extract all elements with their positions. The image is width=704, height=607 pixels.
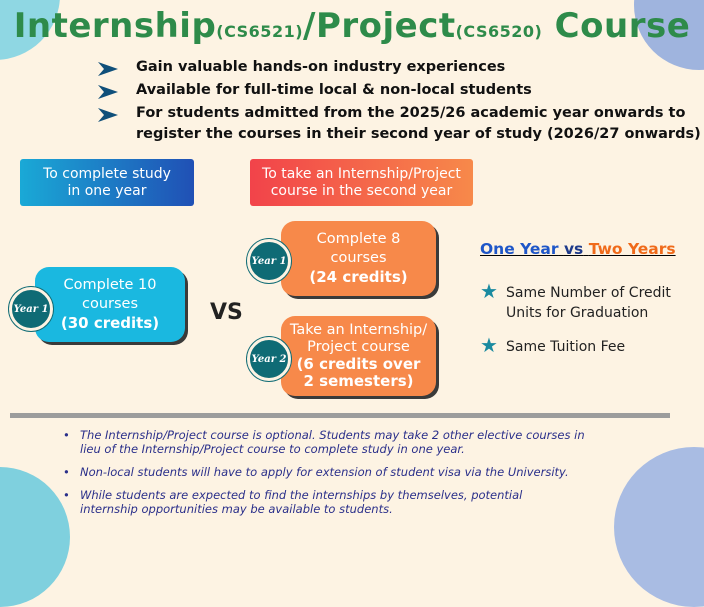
two-year-year1-box: Complete 8 courses (24 credits) [281, 221, 436, 296]
comparison-title: One Year vs Two Years [480, 240, 676, 258]
one-year-course-box: Complete 10 courses (30 credits) [35, 267, 185, 342]
note-item: • While students are expected to find the internships by themselves, potential internship opportunities may be available to students. [63, 488, 523, 516]
chevron-right-icon [96, 60, 120, 78]
star-icon: ★ [480, 279, 498, 303]
bottom-left-corner-decoration [0, 467, 70, 607]
bullet-text: register the courses in their second year of study (2026/27 onwards) [136, 126, 701, 142]
chevron-right-icon [96, 83, 120, 101]
two-year-year2-box: Take an Internship/ Project course (6 credits over 2 semesters) [281, 316, 436, 396]
vs-label: VS [210, 300, 243, 325]
page-title: Internship(CS6521)/Project(CS6520) Course [13, 6, 691, 46]
one-year-header: To complete study in one year [20, 159, 194, 206]
bullet-text: Gain valuable hands-on industry experiences [136, 59, 506, 75]
year-1-badge: Year 1 [9, 287, 53, 331]
bullet-text: For students admitted from the 2025/26 academic year onwards to [136, 105, 686, 121]
divider [10, 413, 670, 418]
bullet-text: Available for full-time local & non-local students [136, 82, 532, 98]
note-item: • Non-local students will have to apply for extension of student visa via the University. [63, 465, 569, 479]
two-year-header: To take an Internship/Project course in the second year [250, 159, 473, 206]
chevron-right-icon [96, 106, 120, 124]
year-2-badge: Year 2 [247, 337, 291, 381]
note-item: • The Internship/Project course is optional. Students may take 2 other elective courses in lieu of the Internship/Project course to complete study in one year. [63, 428, 585, 456]
year-1-badge: Year 1 [247, 239, 291, 283]
star-icon: ★ [480, 333, 498, 357]
